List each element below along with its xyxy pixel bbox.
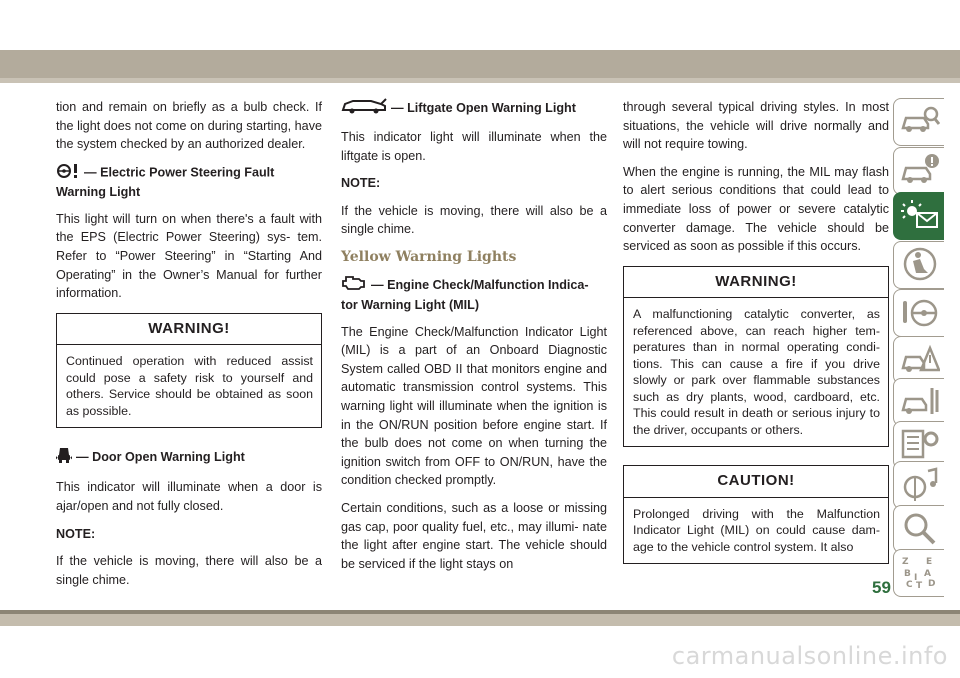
- warning-title-2: WARNING!: [624, 267, 888, 299]
- mil-body-2: Certain conditions, such as a loose or missing gas cap, poor quality fuel, etc., may illumi- nate the light after engine start. The vehicle should be serviced if the light stays on: [341, 500, 607, 571]
- liftgate-heading: [341, 98, 607, 119]
- svg-text:I: I: [914, 573, 918, 583]
- svg-text:D: D: [928, 579, 936, 589]
- eps-body: This light will turn on when there's a fault with the EPS (Electric Power Steering) sys- tem. Refer to “Power Steering” in “Starting And Operating” in the Owner’s Manual for further information.: [56, 211, 322, 301]
- steering-warning-icon: [56, 163, 80, 183]
- svg-text:A: A: [924, 569, 931, 579]
- header-band-edge: [0, 78, 960, 83]
- svg-text:E: E: [926, 557, 933, 567]
- side-tab-car-info[interactable]: [893, 147, 944, 195]
- section-title-yellow-warning-lights: Yellow Warning Lights: [341, 248, 517, 265]
- note-body-2: If the vehicle is moving, there will also be a single chime.: [341, 203, 607, 237]
- svg-text:T: T: [916, 581, 923, 589]
- side-tab-servicing[interactable]: [893, 378, 944, 426]
- mil-body-1: The Engine Check/Malfunction Indicator Light (MIL) is a part of an Onboard Diagnostic System called OBD II that monitors engine and automatic transmission control systems. This warning light will illuminate when the ignition is in the ON/RUN position before engine start. If the bulb does not come on when turning the ignition switch from OFF to ON/RUN, have the condition checked promptly.: [341, 324, 607, 488]
- liftgate-open-icon: [341, 98, 387, 119]
- caution-title: CAUTION!: [624, 466, 888, 498]
- warning-body-2: A malfunctioning catalytic converter, as referenced above, can reach higher tem- peratures than in normal operating condi- tions. This can cause a fire if you drive slowly or park over flammable substances such as dry plants, wood, cardboard, etc. This could result in death or serious injury to the driver, occupants or others.: [633, 307, 880, 437]
- side-tab-safety[interactable]: [893, 241, 944, 289]
- column-3: [623, 98, 889, 582]
- liftgate-heading-text: — Liftgate Open Warning Light: [391, 100, 576, 115]
- note-body: If the vehicle is moving, there will also be a single chime.: [56, 554, 322, 587]
- side-tab-starting[interactable]: [893, 289, 944, 337]
- mil-heading-text: — Engine Check/Malfunction Indica- tor Warning Light (MIL): [341, 277, 589, 312]
- caution-body: Prolonged driving with the Malfunction Indicator Light (MIL) on could cause dam- age to the vehicle control system. It also: [633, 506, 880, 554]
- side-tab-alphabetical[interactable]: [893, 549, 944, 597]
- door-heading: [56, 446, 322, 469]
- intro-paragraph: tion and remain on briefly as a bulb check. If the light does not come on during starting, have the system checked by an authorized dealer.: [56, 100, 322, 152]
- door-open-icon: [56, 446, 72, 469]
- mil-heading: [341, 275, 607, 314]
- svg-text:B: B: [904, 569, 911, 579]
- side-tab-car-search[interactable]: [893, 98, 944, 146]
- svg-text:C: C: [906, 580, 913, 589]
- column-2: [341, 98, 607, 582]
- note-label-2: NOTE:: [341, 176, 381, 191]
- warning-body: Continued operation with reduced assist could pose a safety risk to yourself and others. Service should be obtained as soon as possible.: [66, 354, 313, 418]
- engine-check-icon: [341, 275, 367, 296]
- continued-paragraph-1: through several typical driving styles. In most situations, the vehicle will drive normally and will not require towing.: [623, 100, 889, 152]
- top-margin: [0, 0, 960, 50]
- warning-box-2: [623, 266, 889, 448]
- watermark: carmanualsonline.info: [671, 642, 948, 670]
- side-tab-emergency[interactable]: [893, 336, 944, 384]
- column-1: [56, 98, 322, 598]
- svg-text:Z: Z: [902, 557, 909, 567]
- footer-band: [0, 614, 960, 626]
- warning-box: [56, 313, 322, 429]
- door-body: This indicator will illuminate when a door is ajar/open and not fully closed.: [56, 480, 322, 513]
- eps-heading: [56, 163, 322, 201]
- page-number: 59: [872, 578, 891, 597]
- warning-title: WARNING!: [57, 314, 321, 346]
- note-label: NOTE:: [56, 526, 96, 541]
- continued-paragraph-2: When the engine is running, the MIL may flash to alert serious conditions that could lead to immediate loss of power or severe catalytic converter damage. The vehicle should be serviced as soon as possible if this occurs.: [623, 164, 889, 254]
- header-band: [0, 50, 960, 78]
- side-tab-dashboard-lights[interactable]: [893, 192, 944, 240]
- side-tab-multimedia[interactable]: [893, 461, 944, 509]
- eps-heading-text: — Electric Power Steering Fault Warning Light: [56, 165, 275, 199]
- caution-box: [623, 465, 889, 564]
- door-heading-text: — Door Open Warning Light: [76, 450, 245, 465]
- liftgate-body: This indicator light will illuminate when the liftgate is open.: [341, 130, 607, 163]
- side-tab-index[interactable]: [893, 505, 944, 553]
